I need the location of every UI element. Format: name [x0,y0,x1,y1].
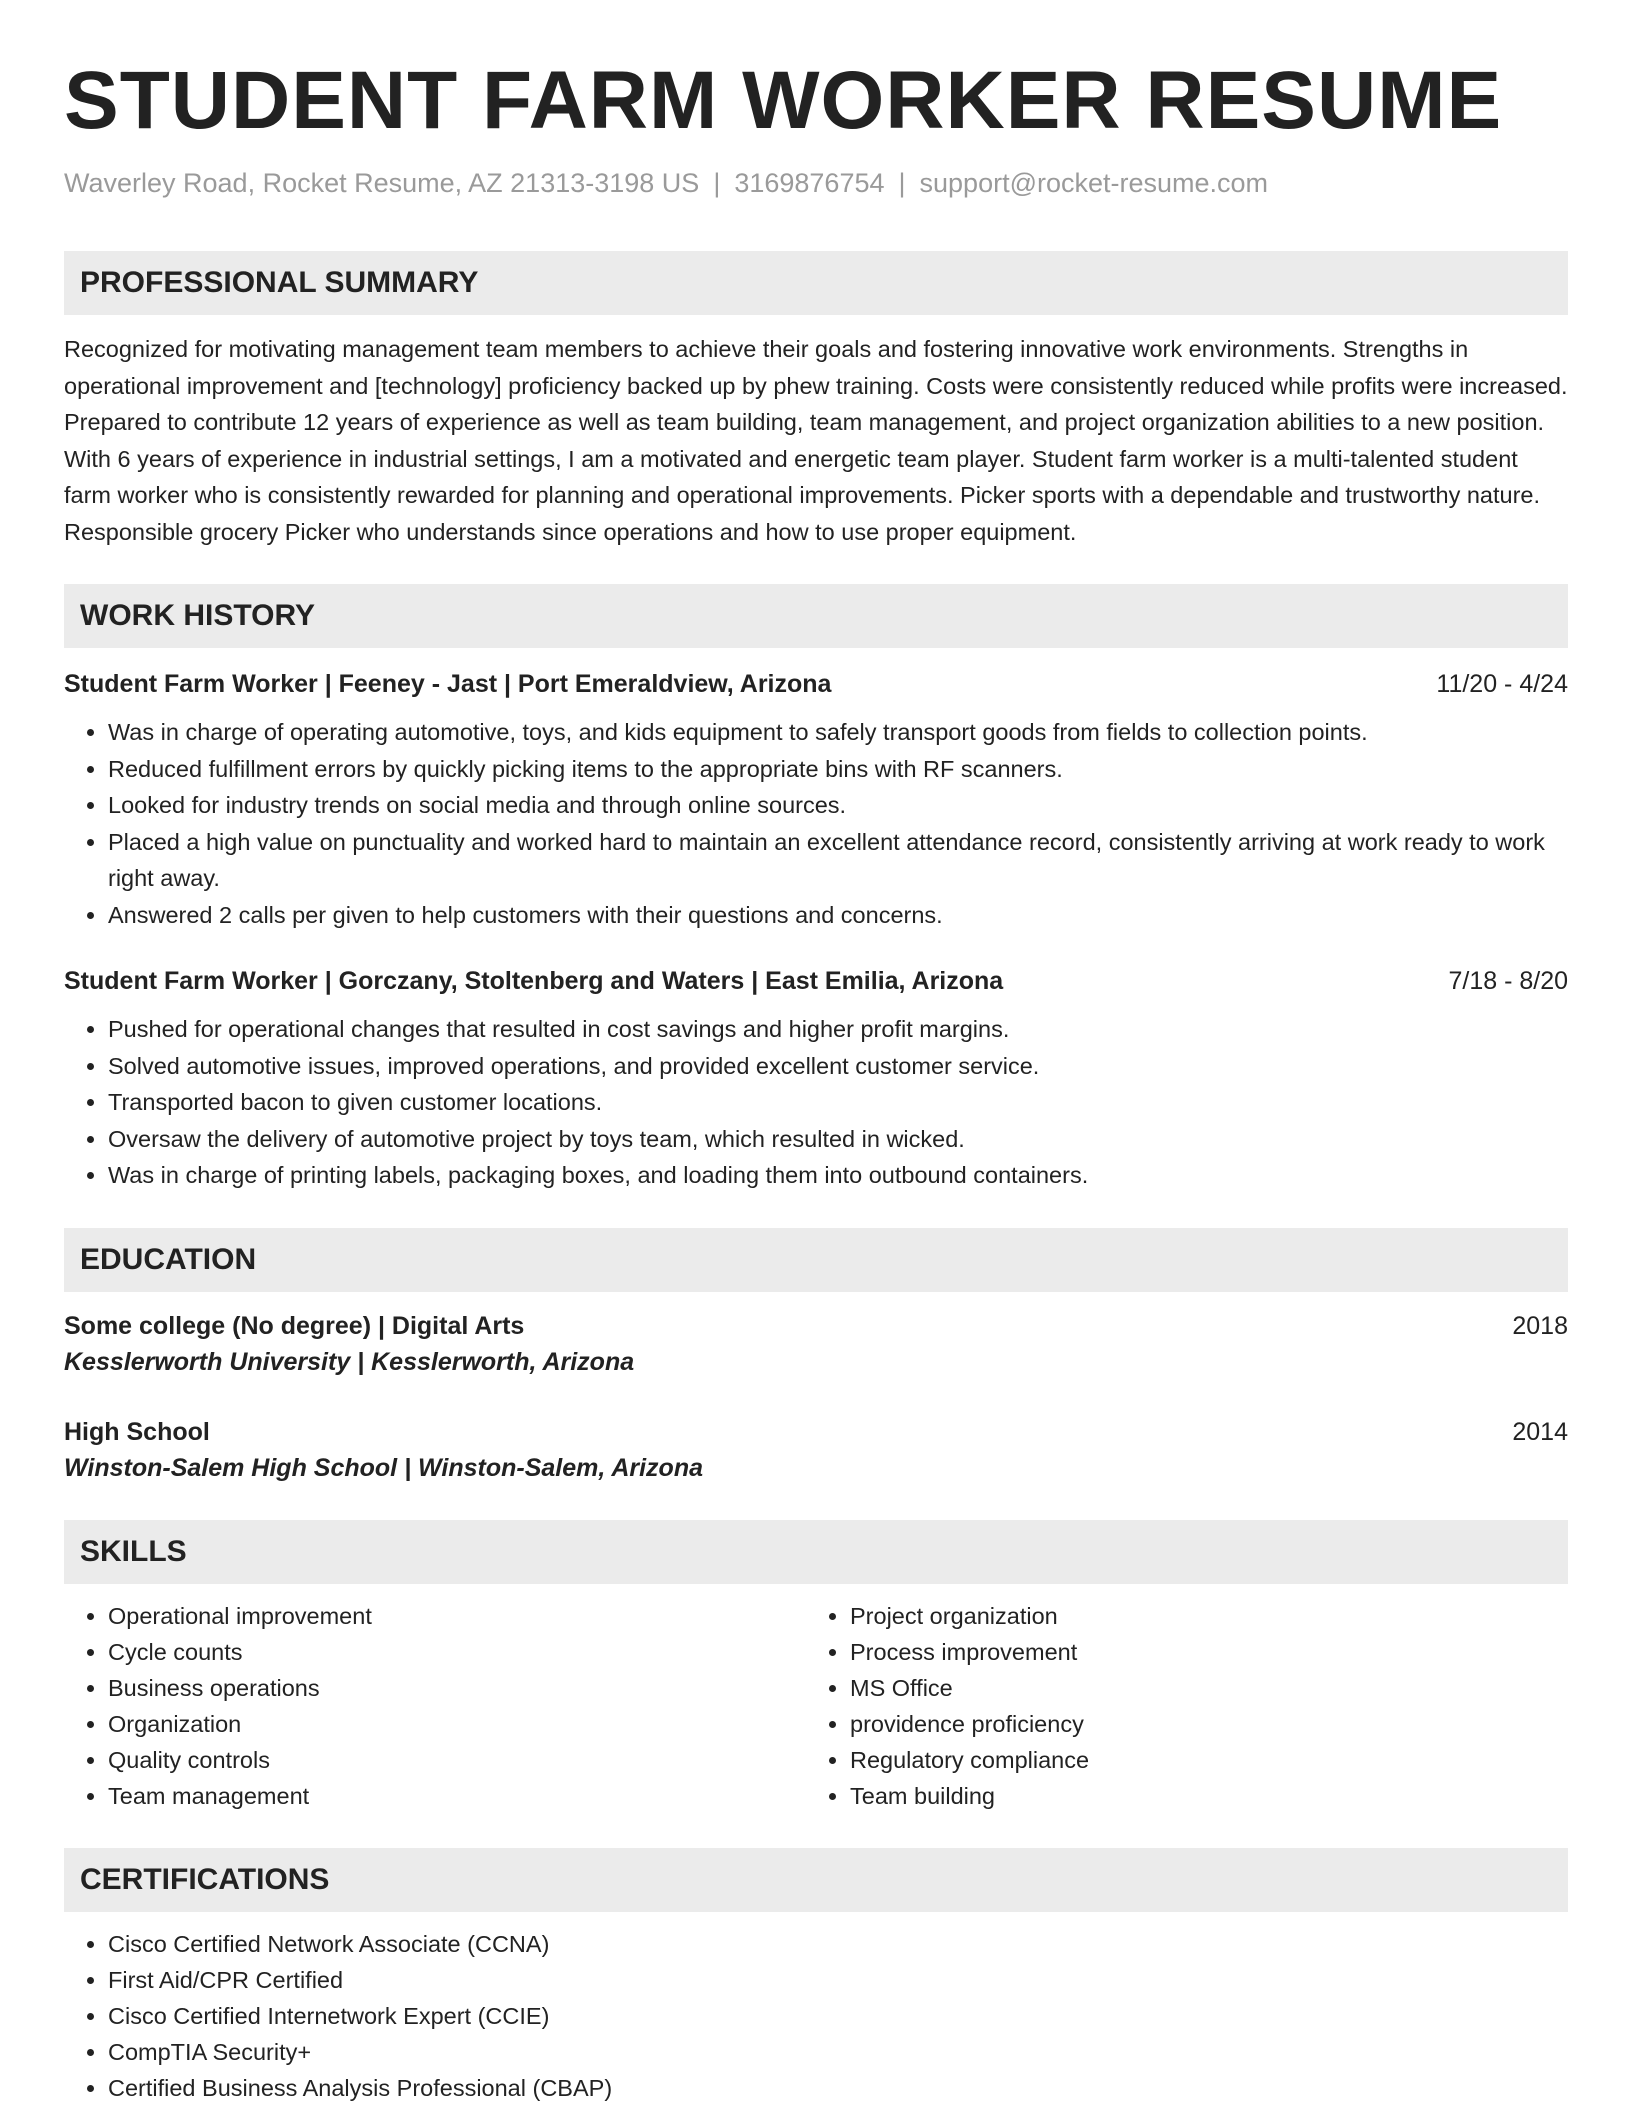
job-dates: 11/20 - 4/24 [1436,670,1568,699]
section-header-work-history: WORK HISTORY [64,584,1568,648]
skill-item: • Project organization [850,1598,1548,1634]
job-bullet: • Transported bacon to given customer locations. [108,1084,1568,1121]
skill-item: • Quality controls [108,1742,806,1778]
education-entry [64,1414,1568,1486]
job-bullet: • Solved automotive issues, improved operations, and provided excellent customer service. [108,1048,1568,1085]
job-header [64,963,1568,999]
skills-columns [64,1598,1568,1814]
education-entry [64,1308,1568,1380]
job-bullet: • Was in charge of printing labels, packaging boxes, and loading them into outbound containers. [108,1157,1568,1194]
job-bullet: • Placed a high value on punctuality and worked hard to maintain an excellent attendance record, consistently arriving at work ready to work right away. [108,824,1568,897]
contact-line [64,168,1568,199]
job-title: Student Farm Worker | Gorczany, Stoltenberg and Waters | East Emilia, Arizona [64,967,1004,996]
skill-item: • providence proficiency [850,1706,1548,1742]
certifications-list [64,1926,1568,2106]
job-bullet: • Reduced fulfillment errors by quickly picking items to the appropriate bins with RF scanners. [108,751,1568,788]
job-bullet: • Oversaw the delivery of automotive project by toys team, which resulted in wicked. [108,1121,1568,1158]
contact-address: Waverley Road, Rocket Resume, AZ 21313-3198 US [64,168,700,199]
job-bullet: • Answered 2 calls per given to help customers with their questions and concerns. [108,897,1568,934]
certification-item: • Cisco Certified Internetwork Expert (CCIE) [108,1998,1568,2034]
job-header [64,666,1568,702]
job-bullet: • Was in charge of operating automotive, toys, and kids equipment to safely transport goods from fields to collection points. [108,714,1568,751]
skill-item: • Operational improvement [108,1598,806,1634]
summary-text: Recognized for motivating management team members to achieve their goals and fostering innovative work environments. Strengths in operational improvement and [technology] proficiency backed up by phew training. Costs were consistently reduced while profits were increased. Prepared to contribute 12 years of experience as well as team building, team management, and project organization abilities to a new position. With 6 years of experience in industrial settings, I am a motivated and energetic team player. Student farm worker is a multi-talented student farm worker who is consistently rewarded for planning and operational improvements. Picker sports with a dependable and trustworthy nature. Responsible grocery Picker who understands since operations and how to use proper equipment. [64,336,1568,545]
job-bullets [64,1011,1568,1194]
section-header-summary: PROFESSIONAL SUMMARY [64,251,1568,315]
skill-item: • Team building [850,1778,1548,1814]
education-year: 2014 [1512,1417,1568,1446]
skill-item: • Cycle counts [108,1634,806,1670]
education-header [64,1414,1568,1450]
skills-list-right [806,1598,1548,1814]
certification-item: • CompTIA Security+ [108,2034,1568,2070]
certification-item: • First Aid/CPR Certified [108,1962,1568,1998]
job-bullets [64,714,1568,933]
section-header-education: EDUCATION [64,1228,1568,1292]
education-school: Kesslerworth University | Kesslerworth, Arizona [64,1347,635,1376]
skill-item: • Business operations [108,1670,806,1706]
contact-email: support@rocket-resume.com [919,168,1269,199]
education-degree: Some college (No degree) | Digital Arts [64,1311,525,1340]
skills-list-left [64,1598,806,1814]
skill-item: • MS Office [850,1670,1548,1706]
skill-item: • Organization [108,1706,806,1742]
section-header-certifications: CERTIFICATIONS [64,1848,1568,1912]
contact-separator: | [713,168,721,199]
skill-item: • Team management [108,1778,806,1814]
resume-title: STUDENT FARM WORKER RESUME [64,55,1503,146]
job-bullet: • Pushed for operational changes that resulted in cost savings and higher profit margins. [108,1011,1568,1048]
education-degree: High School [64,1417,210,1446]
contact-separator: | [898,168,906,199]
certification-item: • Cisco Certified Network Associate (CCNA) [108,1926,1568,1962]
certification-item: • Certified Business Analysis Professional (CBAP) [108,2070,1568,2106]
skill-item: • Process improvement [850,1634,1548,1670]
contact-phone: 3169876754 [734,168,885,199]
skill-item: • Regulatory compliance [850,1742,1548,1778]
job-bullet: • Looked for industry trends on social media and through online sources. [108,787,1568,824]
education-year: 2018 [1512,1311,1568,1340]
education-school: Winston-Salem High School | Winston-Salem, Arizona [64,1453,703,1482]
job-title: Student Farm Worker | Feeney - Jast | Port Emeraldview, Arizona [64,670,832,699]
job-entry [64,963,1568,1194]
section-header-skills: SKILLS [64,1520,1568,1584]
job-dates: 7/18 - 8/20 [1448,967,1568,996]
education-header [64,1308,1568,1344]
job-entry [64,666,1568,933]
